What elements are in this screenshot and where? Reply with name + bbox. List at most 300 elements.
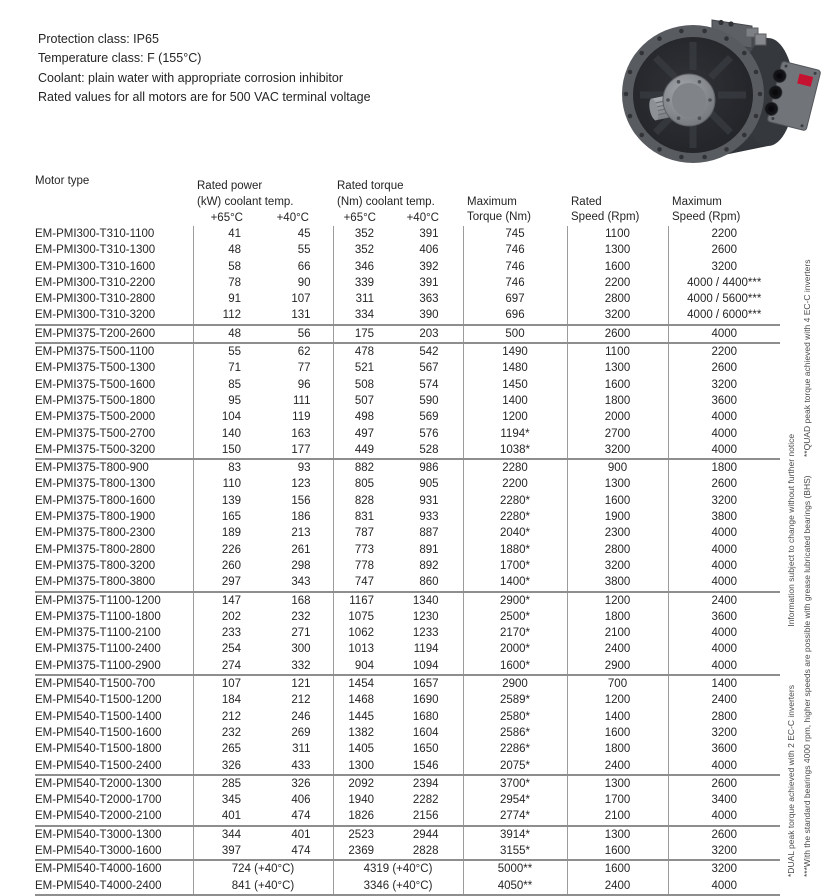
torque-40-cell: 2156 bbox=[398, 808, 463, 825]
power-40-cell: 93 bbox=[297, 462, 311, 475]
table-row bbox=[35, 792, 780, 808]
torque-40-cell: 406 bbox=[419, 244, 439, 257]
power-65c-label: +65°C bbox=[210, 212, 243, 224]
torque-65-cell: 1167 bbox=[333, 592, 398, 609]
rated-speed-cell: 2800 bbox=[567, 291, 668, 307]
max-speed-cell: 3600 bbox=[668, 393, 780, 409]
torque-65-cell: 2523 bbox=[333, 826, 398, 843]
motor-type-cell: EM-PMI375-T500-2000 bbox=[35, 411, 156, 424]
torque-40-cell: 2282 bbox=[412, 794, 439, 807]
table-row bbox=[35, 325, 780, 343]
rated-speed-cell: 2900 bbox=[567, 658, 668, 675]
motor-type-cell: EM-PMI300-T310-3200 bbox=[35, 307, 193, 324]
max-torque-cell: 3914* bbox=[463, 826, 567, 843]
max-torque-cell: 1194* bbox=[463, 426, 567, 442]
header-rated-speed: Rated Speed (Rpm) bbox=[571, 196, 640, 223]
max-torque-cell: 697 bbox=[463, 291, 567, 307]
max-speed-cell: 3200 bbox=[668, 259, 780, 275]
motor-type-cell: EM-PMI540-T2000-2100 bbox=[35, 808, 193, 825]
max-speed-cell: 4000 / 5600*** bbox=[668, 291, 780, 307]
power-65-cell: 260 bbox=[193, 558, 263, 574]
torque-40-cell: 1340 bbox=[412, 594, 439, 607]
torque-65-cell: 497 bbox=[333, 426, 398, 442]
rated-speed-cell: 1600 bbox=[567, 493, 668, 509]
torque-65-cell: 352 bbox=[333, 242, 398, 258]
torque-40-cell: 1233 bbox=[412, 627, 439, 640]
torque-65-cell: 831 bbox=[333, 509, 398, 525]
power-40-cell: 298 bbox=[291, 559, 311, 572]
torque-40-cell: 1650 bbox=[412, 743, 439, 756]
power-65-cell: 139 bbox=[193, 493, 263, 509]
motor-type-cell: EM-PMI540-T1500-700 bbox=[35, 678, 156, 691]
table-row bbox=[35, 360, 780, 376]
footnote-info-subject: Information subject to change without further notice bbox=[786, 433, 796, 627]
motor-type-cell: EM-PMI375-T500-2700 bbox=[35, 427, 156, 440]
max-torque-cell: 5000** bbox=[463, 860, 567, 877]
rated-speed-cell: 1800 bbox=[567, 609, 668, 625]
max-speed-cell: 3200 bbox=[668, 377, 780, 393]
power-40-cell: 300 bbox=[291, 643, 311, 656]
power-40-cell: 474 bbox=[263, 808, 333, 825]
power-65-cell: 41 bbox=[193, 226, 263, 242]
torque-40-cell: 2828 bbox=[398, 843, 463, 860]
power-65-cell: 85 bbox=[193, 377, 263, 393]
torque-65-cell: 1454 bbox=[333, 675, 398, 692]
power-65-cell: 78 bbox=[193, 275, 263, 291]
max-torque-cell: 2170* bbox=[463, 625, 567, 641]
power-65-cell: 112 bbox=[193, 307, 263, 324]
rated-speed-cell: 1600 bbox=[567, 860, 668, 877]
rated-speed-cell: 700 bbox=[567, 675, 668, 692]
power-65-cell: 165 bbox=[193, 509, 263, 525]
max-torque-cell: 1880* bbox=[463, 542, 567, 558]
table-row bbox=[35, 592, 780, 609]
power-40-cell: 177 bbox=[263, 442, 333, 459]
power-40-cell: 186 bbox=[291, 511, 311, 524]
max-speed-cell: 4000 bbox=[668, 758, 780, 775]
max-speed-cell: 4000 bbox=[668, 808, 780, 825]
max-speed-cell: 3800 bbox=[668, 509, 780, 525]
max-torque-cell: 3155* bbox=[463, 843, 567, 860]
max-torque-cell: 2580* bbox=[463, 709, 567, 725]
power-40-cell: 213 bbox=[291, 527, 311, 540]
power-merged-cell: 724 (+40°C) bbox=[193, 860, 333, 877]
rated-speed-cell: 3200 bbox=[567, 307, 668, 324]
rated-speed-cell: 2800 bbox=[567, 542, 668, 558]
max-speed-cell: 2600 bbox=[668, 775, 780, 792]
power-40-cell: 163 bbox=[291, 427, 311, 440]
torque-65-cell: 311 bbox=[333, 291, 398, 307]
max-torque-cell: 2286* bbox=[463, 741, 567, 757]
power-65-cell: 58 bbox=[193, 259, 263, 275]
torque-40c-label: +40°C bbox=[406, 212, 439, 224]
max-speed-cell: 4000 bbox=[668, 625, 780, 641]
max-torque-cell: 2075* bbox=[463, 758, 567, 775]
max-torque-cell: 696 bbox=[463, 307, 567, 324]
power-40-cell: 474 bbox=[263, 843, 333, 860]
table-row bbox=[35, 542, 780, 558]
rated-speed-cell: 3200 bbox=[567, 442, 668, 459]
max-speed-cell: 3200 bbox=[668, 493, 780, 509]
motor-type-cell: EM-PMI375-T500-1300 bbox=[35, 362, 156, 375]
max-speed-cell: 3200 bbox=[668, 725, 780, 741]
max-speed-cell: 2200 bbox=[668, 343, 780, 360]
power-65-cell: 232 bbox=[193, 725, 263, 741]
max-speed-cell: 2600 bbox=[668, 242, 780, 258]
power-65-cell: 401 bbox=[193, 808, 263, 825]
table-row bbox=[35, 509, 780, 525]
motor-illustration bbox=[600, 10, 828, 166]
max-torque-cell: 1038* bbox=[463, 442, 567, 459]
table-row bbox=[35, 525, 780, 541]
power-40-cell: 269 bbox=[291, 726, 311, 739]
max-speed-cell: 4000 / 4400*** bbox=[668, 275, 780, 291]
power-40-cell: 433 bbox=[263, 758, 333, 775]
max-speed-cell: 1800 bbox=[668, 459, 780, 476]
rated-speed-cell: 1600 bbox=[567, 259, 668, 275]
max-torque-cell: 1450 bbox=[463, 377, 567, 393]
table-row bbox=[35, 775, 780, 792]
torque-40-cell: 905 bbox=[419, 478, 439, 491]
motor-type-cell: EM-PMI540-T2000-1300 bbox=[35, 777, 162, 790]
torque-40-cell: 887 bbox=[419, 527, 439, 540]
motor-type-cell: EM-PMI540-T1500-1200 bbox=[35, 694, 162, 707]
torque-65-cell: 339 bbox=[333, 275, 398, 291]
table-row bbox=[35, 574, 780, 591]
motor-photo bbox=[600, 10, 828, 166]
motor-type-cell: EM-PMI375-T800-3200 bbox=[35, 559, 156, 572]
max-torque-cell: 1480 bbox=[463, 360, 567, 376]
motor-type-cell: EM-PMI375-T800-1300 bbox=[35, 478, 156, 491]
max-torque-cell: 746 bbox=[463, 275, 567, 291]
motor-type-cell: EM-PMI540-T3000-1300 bbox=[35, 828, 162, 841]
header-motor-type-label: Motor type bbox=[35, 175, 90, 187]
table-row bbox=[35, 826, 780, 843]
table-row bbox=[35, 609, 780, 625]
rated-speed-cell: 1800 bbox=[567, 393, 668, 409]
power-40-cell: 131 bbox=[263, 307, 333, 324]
max-torque-cell: 2589* bbox=[463, 692, 567, 708]
power-65-cell: 254 bbox=[193, 641, 263, 657]
rated-speed-cell: 2400 bbox=[567, 758, 668, 775]
table-row bbox=[35, 242, 780, 258]
torque-65-cell: 904 bbox=[333, 658, 398, 675]
max-torque-cell: 2280* bbox=[463, 493, 567, 509]
max-speed-cell: 4000 bbox=[668, 409, 780, 425]
torque-40-cell: 1546 bbox=[398, 758, 463, 775]
power-40-cell: 66 bbox=[297, 260, 311, 273]
rated-speed-cell: 1300 bbox=[567, 360, 668, 376]
torque-40-cell: 542 bbox=[419, 346, 439, 359]
rated-speed-cell: 1200 bbox=[567, 692, 668, 708]
table-row bbox=[35, 860, 780, 877]
motor-type-cell: EM-PMI375-T500-1800 bbox=[35, 394, 156, 407]
max-speed-cell: 2600 bbox=[668, 476, 780, 492]
max-torque-cell: 1400 bbox=[463, 393, 567, 409]
max-speed-cell: 2600 bbox=[668, 826, 780, 843]
torque-40-cell: 203 bbox=[398, 325, 463, 343]
table-row bbox=[35, 259, 780, 275]
table-row bbox=[35, 459, 780, 476]
motor-type-cell: EM-PMI375-T500-1100 bbox=[35, 346, 155, 359]
torque-65-cell: 478 bbox=[333, 343, 398, 360]
header-rated-power bbox=[193, 172, 333, 226]
torque-40-cell: 528 bbox=[398, 442, 463, 459]
rated-speed-cell: 1300 bbox=[567, 476, 668, 492]
table-row bbox=[35, 741, 780, 757]
max-speed-cell: 4000 bbox=[668, 574, 780, 591]
max-speed-cell: 3600 bbox=[668, 609, 780, 625]
torque-merged-cell: 4319 (+40°C) bbox=[333, 860, 463, 877]
torque-65-cell: 508 bbox=[333, 377, 398, 393]
power-65-cell: 265 bbox=[193, 741, 263, 757]
torque-40-cell: 391 bbox=[419, 276, 439, 289]
max-torque-cell: 1200 bbox=[463, 409, 567, 425]
torque-40-cell: 567 bbox=[419, 362, 439, 375]
torque-40-cell: 569 bbox=[419, 411, 439, 424]
rated-speed-cell: 1700 bbox=[567, 792, 668, 808]
max-speed-cell: 2600 bbox=[668, 360, 780, 376]
info-line-rated-values: Rated values for all motors are for 500 VAC terminal voltage bbox=[38, 89, 371, 104]
max-torque-cell: 2040* bbox=[463, 525, 567, 541]
torque-40-cell: 576 bbox=[419, 427, 439, 440]
motor-type-cell: EM-PMI540-T1500-1400 bbox=[35, 710, 162, 723]
power-40-cell: 45 bbox=[297, 228, 311, 240]
power-65-cell: 55 bbox=[193, 343, 263, 360]
motor-type-cell: EM-PMI375-T800-2800 bbox=[35, 543, 156, 556]
rated-speed-cell: 2200 bbox=[567, 275, 668, 291]
power-65-cell: 226 bbox=[193, 542, 263, 558]
power-65-cell: 48 bbox=[193, 242, 263, 258]
torque-40-cell: 2944 bbox=[412, 828, 439, 841]
header-max-speed: Maximum Speed (Rpm) bbox=[672, 196, 741, 223]
max-speed-cell: 3400 bbox=[668, 792, 780, 808]
table-row bbox=[35, 758, 780, 775]
table-row bbox=[35, 426, 780, 442]
torque-40-cell: 2394 bbox=[412, 777, 439, 790]
power-40-cell: 332 bbox=[263, 658, 333, 675]
max-torque-cell: 2954* bbox=[463, 792, 567, 808]
motor-type-cell: EM-PMI540-T2000-1700 bbox=[35, 794, 162, 807]
power-65-cell: 104 bbox=[193, 409, 263, 425]
footnote-column-outer bbox=[802, 260, 813, 877]
max-torque-cell: 2500* bbox=[463, 609, 567, 625]
torque-65c-label: +65°C bbox=[343, 212, 376, 224]
power-40c-label: +40°C bbox=[276, 212, 309, 224]
rated-speed-cell: 3800 bbox=[567, 574, 668, 591]
table-row bbox=[35, 476, 780, 492]
max-speed-cell: 4000 bbox=[668, 442, 780, 459]
torque-40-cell: 891 bbox=[419, 543, 439, 556]
rated-speed-cell: 2100 bbox=[567, 625, 668, 641]
rated-speed-cell: 2300 bbox=[567, 525, 668, 541]
motor-type-cell: EM-PMI300-T310-2800 bbox=[35, 293, 156, 306]
header-rated-torque bbox=[333, 172, 463, 226]
power-65-cell: 140 bbox=[193, 426, 263, 442]
motor-type-cell: EM-PMI375-T800-1600 bbox=[35, 494, 156, 507]
rated-power-subtitle: (kW) coolant temp. bbox=[197, 195, 294, 208]
max-torque-cell: 500 bbox=[463, 325, 567, 343]
table-row bbox=[35, 725, 780, 741]
motor-type-cell: EM-PMI375-T200-2600 bbox=[35, 325, 193, 343]
power-40-cell: 261 bbox=[291, 543, 311, 556]
power-40-cell: 111 bbox=[293, 394, 311, 407]
power-65-cell: 202 bbox=[193, 609, 263, 625]
rated-torque-title: Rated torque bbox=[337, 180, 404, 192]
power-65-cell: 297 bbox=[193, 574, 263, 591]
torque-40-cell: 390 bbox=[398, 307, 463, 324]
torque-40-cell: 986 bbox=[419, 462, 439, 475]
power-temp-columns bbox=[193, 210, 333, 226]
rated-speed-cell: 1300 bbox=[567, 826, 668, 843]
motor-type-cell: EM-PMI300-T310-1600 bbox=[35, 260, 156, 273]
power-65-cell: 344 bbox=[193, 826, 263, 843]
max-torque-cell: 4050** bbox=[463, 878, 567, 895]
max-speed-cell: 4000 / 6000*** bbox=[668, 307, 780, 324]
power-40-cell: 107 bbox=[291, 293, 311, 306]
power-40-cell: 62 bbox=[297, 346, 311, 359]
max-speed-cell: 4000 bbox=[668, 558, 780, 574]
power-65-cell: 345 bbox=[193, 792, 263, 808]
max-speed-cell: 4000 bbox=[668, 641, 780, 657]
power-65-cell: 212 bbox=[193, 709, 263, 725]
torque-65-cell: 787 bbox=[333, 525, 398, 541]
motor-type-cell: EM-PMI375-T500-3200 bbox=[35, 442, 193, 459]
power-40-cell: 55 bbox=[297, 244, 311, 257]
torque-merged-cell: 3346 (+40°C) bbox=[333, 878, 463, 895]
motor-type-cell: EM-PMI375-T500-1600 bbox=[35, 378, 156, 391]
power-40-cell: 271 bbox=[291, 627, 311, 640]
power-65-cell: 107 bbox=[193, 675, 263, 692]
power-40-cell: 401 bbox=[291, 828, 311, 841]
rated-speed-cell: 2400 bbox=[567, 641, 668, 657]
max-speed-cell: 3200 bbox=[668, 860, 780, 877]
table-row bbox=[35, 442, 780, 459]
max-speed-cell: 4000 bbox=[668, 542, 780, 558]
torque-65-cell: 828 bbox=[333, 493, 398, 509]
torque-40-cell: 1690 bbox=[412, 694, 439, 707]
torque-40-cell: 1604 bbox=[412, 726, 439, 739]
torque-65-cell: 882 bbox=[333, 459, 398, 476]
torque-65-cell: 175 bbox=[333, 325, 398, 343]
header-max-torque: Maximum Torque (Nm) bbox=[467, 196, 531, 223]
max-torque-cell: 2586* bbox=[463, 725, 567, 741]
torque-65-cell: 1075 bbox=[333, 609, 398, 625]
rated-speed-cell: 2600 bbox=[567, 325, 668, 343]
motor-type-cell: EM-PMI540-T1500-1600 bbox=[35, 726, 162, 739]
max-torque-cell: 1400* bbox=[463, 574, 567, 591]
max-torque-cell: 2200 bbox=[463, 476, 567, 492]
rated-speed-cell: 2400 bbox=[567, 878, 668, 895]
rated-torque-subtitle: (Nm) coolant temp. bbox=[337, 195, 435, 208]
max-torque-cell: 1490 bbox=[463, 343, 567, 360]
rated-speed-cell: 1400 bbox=[567, 709, 668, 725]
info-line-protection: Protection class: IP65 bbox=[38, 32, 159, 46]
power-40-cell: 90 bbox=[297, 276, 311, 289]
table-row bbox=[35, 641, 780, 657]
table-row bbox=[35, 709, 780, 725]
max-torque-cell: 746 bbox=[463, 259, 567, 275]
power-65-cell: 397 bbox=[193, 843, 263, 860]
motor-type-cell: EM-PMI540-T4000-1600 bbox=[35, 863, 162, 876]
torque-65-cell: 1445 bbox=[333, 709, 398, 725]
max-torque-cell: 2280* bbox=[463, 509, 567, 525]
max-torque-cell: 746 bbox=[463, 242, 567, 258]
table-row bbox=[35, 625, 780, 641]
table-row bbox=[35, 343, 780, 360]
motor-type-cell: EM-PMI300-T310-2200 bbox=[35, 276, 156, 289]
power-65-cell: 184 bbox=[193, 692, 263, 708]
power-65-cell: 274 bbox=[193, 658, 263, 675]
rated-speed-cell: 900 bbox=[567, 459, 668, 476]
power-40-cell: 56 bbox=[263, 325, 333, 343]
torque-40-cell: 933 bbox=[419, 511, 439, 524]
rated-speed-cell: 1600 bbox=[567, 377, 668, 393]
power-40-cell: 212 bbox=[291, 694, 311, 707]
motor-type-cell: EM-PMI300-T310-1300 bbox=[35, 244, 156, 257]
motor-type-cell: EM-PMI375-T1100-2100 bbox=[35, 627, 161, 640]
motor-type-cell: EM-PMI375-T800-1900 bbox=[35, 511, 156, 524]
max-speed-cell: 2400 bbox=[668, 592, 780, 609]
rated-power-title: Rated power bbox=[197, 180, 263, 192]
footnote-dual: *DUAL peak torque achieved with 2 EC-C inverters bbox=[786, 685, 796, 877]
torque-40-cell: 1680 bbox=[412, 710, 439, 723]
max-torque-cell: 2900* bbox=[463, 592, 567, 609]
power-65-cell: 150 bbox=[193, 442, 263, 459]
power-40-cell: 311 bbox=[292, 743, 311, 756]
power-65-cell: 83 bbox=[193, 459, 263, 476]
table-row bbox=[35, 409, 780, 425]
power-40-cell: 121 bbox=[291, 678, 311, 691]
torque-40-cell: 931 bbox=[419, 494, 439, 507]
rated-speed-cell: 1600 bbox=[567, 843, 668, 860]
power-40-cell: 326 bbox=[291, 777, 311, 790]
torque-65-cell: 1826 bbox=[333, 808, 398, 825]
max-speed-cell: 4000 bbox=[668, 426, 780, 442]
table-row bbox=[35, 226, 780, 242]
torque-40-cell: 1094 bbox=[398, 658, 463, 675]
torque-temp-columns bbox=[333, 210, 463, 226]
max-torque-cell: 2000* bbox=[463, 641, 567, 657]
torque-65-cell: 1013 bbox=[333, 641, 398, 657]
motor-type-cell: EM-PMI540-T1500-2400 bbox=[35, 758, 193, 775]
max-speed-cell: 4000 bbox=[668, 525, 780, 541]
power-40-cell: 119 bbox=[292, 411, 311, 424]
max-torque-cell: 1700* bbox=[463, 558, 567, 574]
table-row bbox=[35, 275, 780, 291]
power-65-cell: 91 bbox=[193, 291, 263, 307]
torque-40-cell: 391 bbox=[419, 228, 439, 240]
max-torque-cell: 2774* bbox=[463, 808, 567, 825]
motor-type-cell: EM-PMI540-T3000-1600 bbox=[35, 843, 193, 860]
torque-65-cell: 507 bbox=[333, 393, 398, 409]
max-speed-cell: 3200 bbox=[668, 843, 780, 860]
table-row bbox=[35, 878, 780, 895]
table-row bbox=[35, 493, 780, 509]
footnote-column-inner bbox=[786, 434, 797, 877]
torque-65-cell: 1405 bbox=[333, 741, 398, 757]
max-torque-cell: 3700* bbox=[463, 775, 567, 792]
power-40-cell: 246 bbox=[291, 710, 311, 723]
max-speed-cell: 4000 bbox=[668, 658, 780, 675]
rated-speed-cell: 2100 bbox=[567, 808, 668, 825]
torque-65-cell: 1382 bbox=[333, 725, 398, 741]
torque-40-cell: 392 bbox=[419, 260, 439, 273]
max-speed-cell: 4000 bbox=[668, 878, 780, 895]
max-torque-cell: 1600* bbox=[463, 658, 567, 675]
motor-type-cell: EM-PMI300-T310-1100 bbox=[35, 228, 155, 240]
power-40-cell: 343 bbox=[263, 574, 333, 591]
